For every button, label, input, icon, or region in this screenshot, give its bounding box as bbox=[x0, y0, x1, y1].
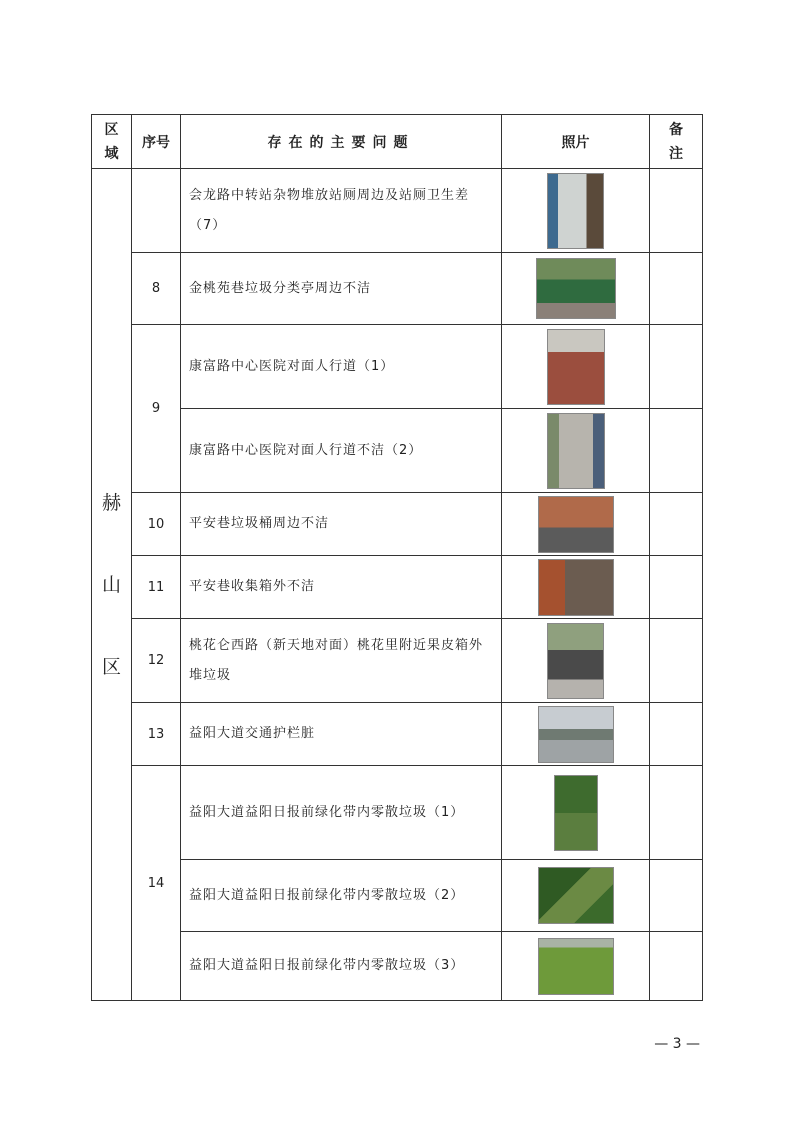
photo-cell bbox=[502, 325, 650, 409]
header-region: 区 域 bbox=[92, 115, 132, 169]
photo-cell bbox=[502, 409, 650, 493]
table-row bbox=[92, 253, 703, 325]
table-row bbox=[92, 932, 703, 1001]
seq-cell bbox=[132, 169, 181, 253]
note-cell bbox=[650, 619, 703, 703]
note-cell bbox=[650, 409, 703, 493]
guardrail-photo bbox=[538, 706, 614, 763]
header-issue: 存在的主要问题 bbox=[181, 115, 502, 169]
header-note: 备 注 bbox=[650, 115, 703, 169]
table-row bbox=[92, 860, 703, 932]
photo-cell bbox=[502, 556, 650, 619]
table-row bbox=[92, 325, 703, 409]
seq-cell: 11 bbox=[132, 556, 181, 619]
note-cell bbox=[650, 325, 703, 409]
photo-cell bbox=[502, 703, 650, 766]
table-header bbox=[92, 115, 703, 169]
issue-cell: 康富路中心医院对面人行道不洁（2） bbox=[181, 409, 502, 493]
region-cell: 赫 山 区 bbox=[92, 169, 132, 1001]
sidewalk-photo-1 bbox=[547, 329, 605, 405]
note-cell bbox=[650, 860, 703, 932]
issue-cell: 金桃苑巷垃圾分类亭周边不洁 bbox=[181, 253, 502, 325]
table-row bbox=[92, 556, 703, 619]
table-row bbox=[92, 409, 703, 493]
header-photo: 照片 bbox=[502, 115, 650, 169]
photo-cell bbox=[502, 619, 650, 703]
photo-cell bbox=[502, 860, 650, 932]
table-row bbox=[92, 619, 703, 703]
note-cell bbox=[650, 766, 703, 860]
note-cell bbox=[650, 932, 703, 1001]
note-cell bbox=[650, 493, 703, 556]
photo-cell bbox=[502, 766, 650, 860]
issue-cell: 平安巷垃圾桶周边不洁 bbox=[181, 493, 502, 556]
litter-bin-photo bbox=[547, 623, 604, 699]
collection-box-photo bbox=[538, 559, 614, 616]
table-row bbox=[92, 703, 703, 766]
issue-cell: 会龙路中转站杂物堆放站厕周边及站厕卫生差（7） bbox=[181, 169, 502, 253]
seq-cell: 13 bbox=[132, 703, 181, 766]
issue-cell: 益阳大道益阳日报前绿化带内零散垃圾（1） bbox=[181, 766, 502, 860]
seq-cell: 10 bbox=[132, 493, 181, 556]
note-cell bbox=[650, 703, 703, 766]
note-cell bbox=[650, 253, 703, 325]
sidewalk-photo-2 bbox=[547, 413, 605, 489]
greenbelt-photo-2 bbox=[538, 867, 614, 924]
sorting-kiosk-photo bbox=[536, 258, 616, 319]
photo-cell bbox=[502, 932, 650, 1001]
issue-cell: 平安巷收集箱外不洁 bbox=[181, 556, 502, 619]
seq-cell: 14 bbox=[132, 766, 181, 1001]
greenbelt-photo-1 bbox=[554, 775, 598, 851]
photo-cell bbox=[502, 169, 650, 253]
note-cell bbox=[650, 169, 703, 253]
inspection-table bbox=[91, 114, 703, 1001]
header-seq: 序号 bbox=[132, 115, 181, 169]
seq-cell: 8 bbox=[132, 253, 181, 325]
issue-cell: 益阳大道益阳日报前绿化带内零散垃圾（2） bbox=[181, 860, 502, 932]
bin-area-photo bbox=[538, 496, 614, 553]
seq-cell: 9 bbox=[132, 325, 181, 493]
table-row bbox=[92, 766, 703, 860]
issue-cell: 康富路中心医院对面人行道（1） bbox=[181, 325, 502, 409]
issue-cell: 桃花仑西路（新天地对面）桃花里附近果皮箱外堆垃圾 bbox=[181, 619, 502, 703]
note-cell bbox=[650, 556, 703, 619]
table-row bbox=[92, 169, 703, 253]
greenbelt-photo-3 bbox=[538, 938, 614, 995]
issue-cell: 益阳大道益阳日报前绿化带内零散垃圾（3） bbox=[181, 932, 502, 1001]
issue-cell: 益阳大道交通护栏脏 bbox=[181, 703, 502, 766]
station-toilet-photo bbox=[547, 173, 604, 249]
photo-cell bbox=[502, 253, 650, 325]
seq-cell: 12 bbox=[132, 619, 181, 703]
table-row bbox=[92, 493, 703, 556]
photo-cell bbox=[502, 493, 650, 556]
page-number: — 3 — bbox=[654, 1036, 700, 1052]
